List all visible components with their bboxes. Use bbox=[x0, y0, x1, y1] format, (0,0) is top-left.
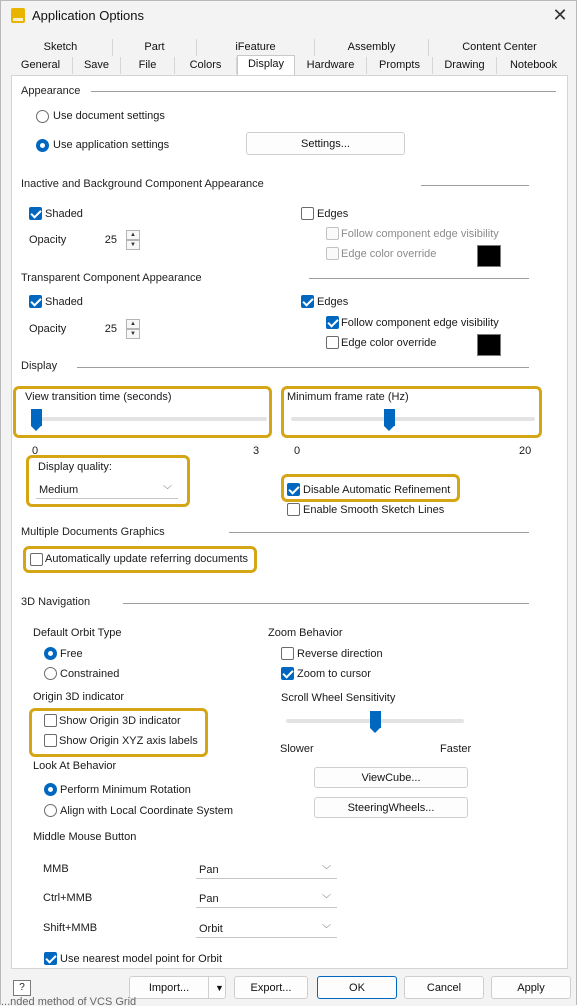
inactive-shaded-checkbox[interactable] bbox=[29, 207, 42, 220]
divider bbox=[91, 91, 556, 92]
chevron-down-icon: ﹀ bbox=[162, 485, 172, 495]
inactive-opacity-up-icon[interactable]: ▲ bbox=[126, 230, 140, 240]
view-transition-label: View transition time (seconds) bbox=[25, 391, 172, 403]
view-transition-slider-thumb[interactable] bbox=[31, 409, 42, 426]
tab-hardware[interactable]: Hardware bbox=[295, 57, 367, 74]
orbit-type-label: Default Orbit Type bbox=[33, 627, 122, 639]
transparent-edge-color-checkbox[interactable] bbox=[326, 336, 339, 349]
inactive-opacity-down-icon[interactable]: ▼ bbox=[126, 240, 140, 250]
scroll-faster-label: Faster bbox=[440, 743, 472, 755]
show-xyz-label: Show Origin XYZ axis labels bbox=[59, 735, 198, 747]
transparent-edges-checkbox[interactable] bbox=[301, 295, 314, 308]
orbit-free-label: Free bbox=[60, 648, 83, 660]
chevron-down-icon: ﹀ bbox=[321, 865, 331, 875]
inactive-section-label: Inactive and Background Component Appearance bbox=[21, 178, 264, 190]
mmb-section-label: Middle Mouse Button bbox=[33, 831, 137, 843]
nearest-point-label: Use nearest model point for Orbit bbox=[60, 953, 223, 965]
orbit-constrained-label: Constrained bbox=[60, 668, 120, 680]
viewcube-button[interactable]: ViewCube... bbox=[314, 767, 468, 788]
view-transition-slider-track[interactable] bbox=[31, 417, 267, 421]
tab-general[interactable]: General bbox=[9, 57, 73, 74]
nav3d-section-label: 3D Navigation bbox=[21, 596, 91, 608]
chevron-down-icon: ﹀ bbox=[321, 924, 331, 934]
transparent-edge-color-swatch[interactable] bbox=[477, 334, 501, 356]
auto-update-label: Automatically update referring documents bbox=[45, 553, 248, 565]
view-transition-min-label: 0 bbox=[32, 445, 39, 457]
disable-refinement-label: Disable Automatic Refinement bbox=[303, 484, 451, 496]
appearance-section-label: Appearance bbox=[21, 85, 81, 97]
min-rotation-label: Perform Minimum Rotation bbox=[60, 784, 191, 796]
divider bbox=[77, 367, 529, 368]
look-at-label: Look At Behavior bbox=[33, 760, 117, 772]
disable-refinement-checkbox[interactable] bbox=[287, 483, 300, 496]
ctrl-mmb-label: Ctrl+MMB bbox=[43, 892, 93, 904]
min-frame-rate-slider-track[interactable] bbox=[291, 417, 535, 421]
orbit-constrained-radio[interactable] bbox=[44, 667, 57, 680]
zoom-to-cursor-checkbox[interactable] bbox=[281, 667, 294, 680]
window-title: Application Options bbox=[32, 8, 145, 23]
zoom-to-cursor-label: Zoom to cursor bbox=[297, 668, 371, 680]
tab-save[interactable]: Save bbox=[73, 57, 121, 74]
show-origin-checkbox[interactable] bbox=[44, 714, 57, 727]
ctrl-mmb-value: Pan bbox=[199, 893, 219, 905]
app-icon bbox=[11, 8, 25, 23]
tab-display[interactable]: Display bbox=[237, 55, 295, 75]
apply-button[interactable]: Apply bbox=[491, 976, 571, 999]
view-transition-max-label: 3 bbox=[253, 445, 260, 457]
transparent-shaded-checkbox[interactable] bbox=[29, 295, 42, 308]
tab-content-center[interactable]: Content Center bbox=[462, 41, 537, 53]
divider bbox=[229, 532, 529, 533]
title-bar bbox=[1, 1, 576, 31]
inactive-edge-color-swatch[interactable] bbox=[477, 245, 501, 267]
tab-prompts[interactable]: Prompts bbox=[367, 57, 433, 74]
inactive-edge-color-label: Edge color override bbox=[341, 248, 437, 260]
min-frame-rate-min-label: 0 bbox=[294, 445, 301, 457]
min-frame-rate-slider-thumb[interactable] bbox=[384, 409, 395, 426]
min-frame-rate-label: Minimum frame rate (Hz) bbox=[287, 391, 409, 403]
tab-part[interactable]: Part bbox=[113, 39, 197, 56]
reverse-direction-checkbox[interactable] bbox=[281, 647, 294, 660]
scroll-sensitivity-label: Scroll Wheel Sensitivity bbox=[281, 692, 396, 704]
shift-mmb-label: Shift+MMB bbox=[43, 922, 98, 934]
smooth-sketch-label: Enable Smooth Sketch Lines bbox=[303, 504, 445, 516]
show-origin-label: Show Origin 3D indicator bbox=[59, 715, 181, 727]
shift-mmb-select[interactable] bbox=[196, 920, 337, 938]
ok-button[interactable]: OK bbox=[317, 976, 397, 999]
inactive-edges-checkbox[interactable] bbox=[301, 207, 314, 220]
export-button[interactable]: Export... bbox=[234, 976, 308, 999]
origin-indicator-label: Origin 3D indicator bbox=[33, 691, 125, 703]
auto-update-checkbox[interactable] bbox=[30, 553, 43, 566]
background-window-text: ...nded method of VCS Grid bbox=[1, 996, 137, 1006]
show-xyz-checkbox[interactable] bbox=[44, 734, 57, 747]
divider bbox=[421, 185, 529, 186]
mmb-select[interactable] bbox=[196, 861, 337, 879]
tab-file[interactable]: File bbox=[121, 57, 175, 74]
settings-button[interactable]: Settings... bbox=[246, 132, 405, 155]
mmb-label: MMB bbox=[43, 863, 69, 875]
align-local-label: Align with Local Coordinate System bbox=[60, 805, 234, 817]
transparent-section-label: Transparent Component Appearance bbox=[21, 272, 202, 284]
smooth-sketch-checkbox[interactable] bbox=[287, 503, 300, 516]
multi-docs-section-label: Multiple Documents Graphics bbox=[21, 526, 165, 538]
display-quality-label: Display quality: bbox=[38, 461, 112, 473]
close-icon[interactable]: ✕ bbox=[552, 5, 568, 25]
align-local-radio[interactable] bbox=[44, 804, 57, 817]
scroll-slower-label: Slower bbox=[280, 743, 314, 755]
display-section-label: Display bbox=[21, 360, 58, 372]
transparent-opacity-value[interactable]: 25 bbox=[93, 319, 121, 339]
use-document-settings-radio[interactable] bbox=[36, 110, 49, 123]
ctrl-mmb-select[interactable] bbox=[196, 890, 337, 908]
import-dropdown-icon[interactable]: ▼ bbox=[208, 976, 226, 999]
mmb-value: Pan bbox=[199, 864, 219, 876]
import-button[interactable]: Import... bbox=[129, 976, 209, 999]
inactive-edges-label: Edges bbox=[317, 208, 349, 220]
shift-mmb-value: Orbit bbox=[199, 923, 223, 935]
inactive-follow-edge-label: Follow component edge visibility bbox=[341, 228, 499, 240]
use-document-settings-label: Use document settings bbox=[53, 110, 165, 122]
inactive-opacity-label: Opacity bbox=[29, 234, 67, 246]
tab-strip bbox=[9, 39, 570, 75]
zoom-behavior-label: Zoom Behavior bbox=[268, 627, 343, 639]
nearest-point-checkbox[interactable] bbox=[44, 952, 57, 965]
min-frame-rate-max-label: 20 bbox=[519, 445, 532, 457]
tab-notebook[interactable]: Notebook bbox=[509, 59, 558, 71]
display-quality-select[interactable] bbox=[36, 481, 178, 499]
reverse-direction-label: Reverse direction bbox=[297, 648, 383, 660]
tab-assembly[interactable]: Assembly bbox=[315, 39, 429, 56]
inactive-shaded-label: Shaded bbox=[45, 208, 83, 220]
tab-ifeature[interactable]: iFeature bbox=[197, 39, 315, 56]
transparent-opacity-down-icon[interactable]: ▼ bbox=[126, 329, 140, 339]
transparent-shaded-label: Shaded bbox=[45, 296, 83, 308]
transparent-opacity-label: Opacity bbox=[29, 323, 67, 335]
transparent-opacity-up-icon[interactable]: ▲ bbox=[126, 319, 140, 329]
help-icon[interactable]: ? bbox=[13, 980, 31, 996]
chevron-down-icon: ﹀ bbox=[321, 894, 331, 904]
transparent-follow-edge-checkbox[interactable] bbox=[326, 316, 339, 329]
divider bbox=[309, 278, 529, 279]
orbit-free-radio[interactable] bbox=[44, 647, 57, 660]
steeringwheels-button[interactable]: SteeringWheels... bbox=[314, 797, 468, 818]
tab-drawing[interactable]: Drawing bbox=[433, 57, 497, 74]
scroll-sensitivity-slider-thumb[interactable] bbox=[370, 711, 381, 728]
tab-colors[interactable]: Colors bbox=[175, 57, 237, 74]
transparent-follow-edge-label: Follow component edge visibility bbox=[341, 317, 499, 329]
divider bbox=[123, 603, 529, 604]
display-quality-value: Medium bbox=[39, 484, 79, 496]
tab-sketch[interactable]: Sketch bbox=[9, 39, 113, 56]
transparent-edges-label: Edges bbox=[317, 296, 349, 308]
cancel-button[interactable]: Cancel bbox=[404, 976, 484, 999]
min-rotation-radio[interactable] bbox=[44, 783, 57, 796]
use-application-settings-label: Use application settings bbox=[53, 139, 170, 151]
use-application-settings-radio[interactable] bbox=[36, 139, 49, 152]
inactive-follow-edge-checkbox[interactable] bbox=[326, 227, 339, 240]
transparent-edge-color-label: Edge color override bbox=[341, 337, 437, 349]
inactive-opacity-value[interactable]: 25 bbox=[93, 230, 121, 250]
inactive-edge-color-checkbox[interactable] bbox=[326, 247, 339, 260]
